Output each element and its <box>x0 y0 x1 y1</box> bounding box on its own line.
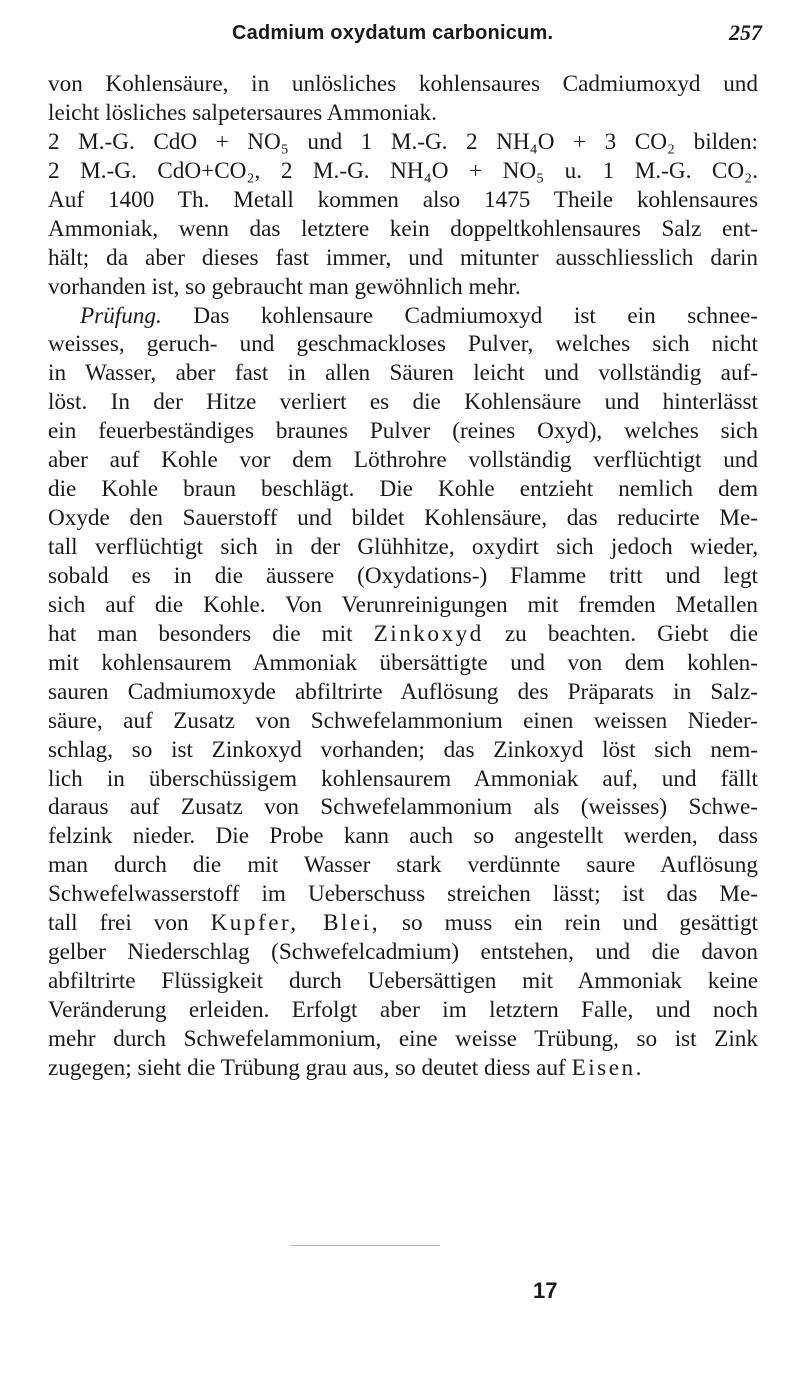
text-line: Veränderung erleiden. Erfolgt aber im letztern Falle, und noch <box>48 997 758 1023</box>
text-line: hält; da aber dieses fast immer, und mitunter ausschliesslich darin <box>48 244 758 271</box>
spaced-term-eisen: Eisen. <box>571 1054 644 1081</box>
text-line: in Wasser, aber fast in allen Säuren leicht und vollständig auf- <box>48 360 758 387</box>
text-line: löst. In der Hitze verliert es die Kohlensäure und hinterlässt <box>48 389 758 416</box>
text-line: schlag, so ist Zinkoxyd vorhanden; das Zinkoxyd löst sich nem- <box>48 736 758 763</box>
text-line: hat man besonders die mit Zinkoxyd zu beachten. Giebt die <box>48 620 758 647</box>
text-line: vorhanden ist, so gebraucht man gewöhnlich mehr. <box>48 273 521 300</box>
text-line: ein feuerbeständiges braunes Pulver (reines Oxyd), welches sich <box>48 418 758 445</box>
text-line: Auf 1400 Th. Metall kommen also 1475 Theile kohlensaures <box>48 186 758 213</box>
text-line: die Kohle braun beschlägt. Die Kohle entzieht nemlich dem <box>48 476 758 503</box>
section-heading-pruefung: Prüfung. <box>80 302 162 329</box>
text-line: von Kohlensäure, in unlösliches kohlensaures Cadmiumoxyd und <box>48 71 758 97</box>
text-line: Oxyde den Sauerstoff und bildet Kohlensäure, das reducirte Me- <box>48 505 758 532</box>
text-line: gelber Niederschlag (Schwefelcadmium) entstehen, und die davon <box>48 939 758 966</box>
text-line: lich in überschüssigem kohlensaurem Ammoniak auf, und fällt <box>48 765 758 792</box>
text-line: 2 M.-G. CdO+CO₂, 2 M.-G. NH₄O + NO₅ u. 1 M.-G. CO₂. <box>48 157 758 184</box>
page-number: 257 <box>729 20 762 45</box>
text-line: daraus auf Zusatz von Schwefelammonium als (weisses) Schwe- <box>48 794 758 821</box>
signature-mark: 17 <box>533 1278 558 1303</box>
spaced-term-zinkoxyd: Zinkoxyd <box>373 620 484 647</box>
text-line: abfiltrirte Flüssigkeit durch Uebersättigen mit Ammoniak keine <box>48 968 758 995</box>
text-line: man durch die mit Wasser stark verdünnte saure Auflösung <box>48 852 758 879</box>
text-line: Prüfung. Das kohlensaure Cadmiumoxyd ist ein schnee- <box>80 302 758 329</box>
text-line: leicht lösliches salpetersaures Ammoniak. <box>48 99 437 126</box>
running-head-title: Cadmium oxydatum carbonicum. <box>232 22 554 44</box>
text-line: Ammoniak, wenn das letztere kein doppeltkohlensaures Salz ent- <box>48 215 758 242</box>
footer-rule <box>290 1245 440 1246</box>
text-line: sich auf die Kohle. Von Verunreinigungen mit fremden Metallen <box>48 591 758 618</box>
text-line: zugegen; sieht die Trübung grau aus, so deutet diess auf Eisen. <box>48 1054 644 1081</box>
text-line: tall frei von Kupfer, Blei, so muss ein rein und gesättigt <box>48 910 759 937</box>
text-line: säure, auf Zusatz von Schwefelammonium einen weissen Nieder- <box>48 707 758 734</box>
text-line: sauren Cadmiumoxyde abfiltrirte Auflösung des Präparats in Salz- <box>48 678 758 705</box>
spaced-term-kupfer-blei: Kupfer, Blei, <box>210 910 381 937</box>
text-line: felzink nieder. Die Probe kann auch so angestellt werden, dass <box>48 823 758 850</box>
text-line: mit kohlensaurem Ammoniak übersättigte und von dem kohlen- <box>48 649 758 676</box>
text-line: tall verflüchtigt sich in der Glühhitze, oxydirt sich jedoch wieder, <box>48 534 758 560</box>
text-line: 2 M.-G. CdO + NO₅ und 1 M.-G. 2 NH₄O + 3 CO₂ bilden: <box>48 128 758 155</box>
text-line: Schwefelwasserstoff im Ueberschuss streichen lässt; ist das Me- <box>48 881 758 908</box>
text-line: weisses, geruch- und geschmackloses Pulver, welches sich nicht <box>48 331 758 358</box>
text-line: mehr durch Schwefelammonium, eine weisse Trübung, so ist Zink <box>48 1025 758 1052</box>
body-text <box>48 70 758 1083</box>
text-line: aber auf Kohle vor dem Löthrohre vollständig verflüchtigt und <box>48 447 758 474</box>
text-line: sobald es in die äussere (Oxydations-) Flamme tritt und legt <box>48 562 758 589</box>
